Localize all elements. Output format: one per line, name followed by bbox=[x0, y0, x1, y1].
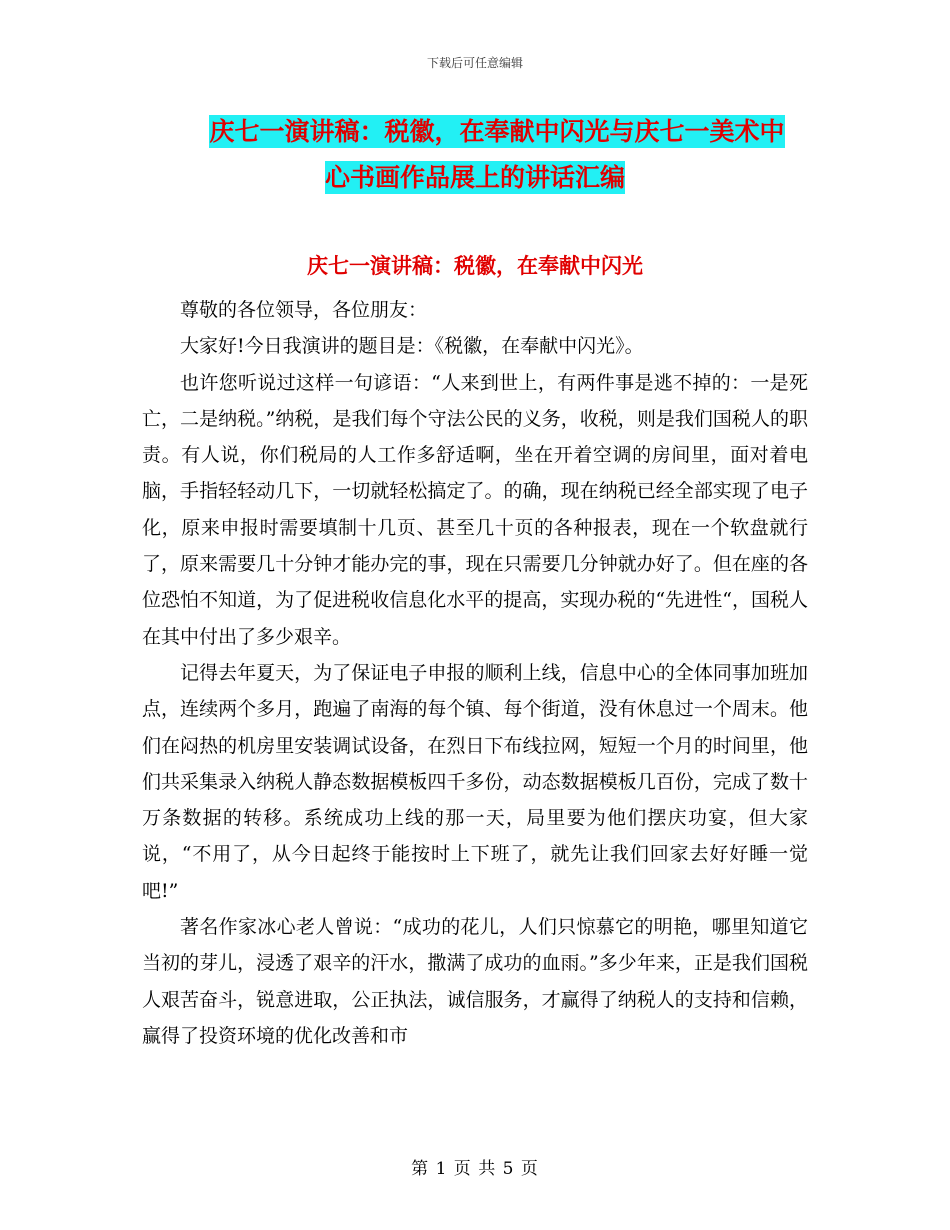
document-body bbox=[142, 292, 808, 1054]
paragraph-proverb: 也许您听说过这样一句谚语：“人来到世上，有两件事是逃不掉的：一是死亡，二是纳税。”纳税，是我们每个守法公民的义务，收税，则是我们国税人的职责。有人说，你们税局的人工作多舒适啊，坐在开着空调的房间里，面对着电脑，手指轻轻动几下，一切就轻松搞定了。的确，现在纳税已经全部实现了电子化，原来申报时需要填制十几页、甚至几十页的各种报表，现在一个软盘就行了，原来需要几十分钟才能办完的事，现在只需要几分钟就办好了。但在座的各位恐怕不知道，为了促进税收信息化水平的提高，实现办税的“先进性“，国税人在其中付出了多少艰辛。 bbox=[142, 371, 808, 648]
document-title-line-2 bbox=[0, 158, 950, 194]
paragraph-intro: 大家好!今日我演讲的题目是：《税徽，在奉献中闪光》。 bbox=[180, 335, 644, 358]
document-title-line-1 bbox=[22, 112, 950, 148]
header-note: 下载后可任意编辑 bbox=[426, 56, 523, 70]
document-title-text-1: 庆七一演讲稿：税徽，在奉献中闪光与庆七一美术中 bbox=[209, 117, 785, 146]
paragraph-greeting: 尊敬的各位领导，各位朋友： bbox=[180, 299, 428, 321]
paragraph-last-summer: 记得去年夏天，为了保证电子申报的顺利上线，信息中心的全体同事加班加点，连续两个多月，跑遍了南海的每个镇、每个街道，没有休息过一个周末。他们在闷热的机房里安装调试设备，在烈日下布线拉网，短短一个月的时间里，他们共采集录入纳税人静态数据模板四千多份，动态数据模板几百份，完成了数十万条数据的转移。系统成功上线的那一天，局里要为他们摆庆功宴，但大家说，“不用了，从今日起终于能按时上下班了，就先让我们回家去好好睡一觉吧!” bbox=[142, 661, 808, 902]
page-number-footer: 第 1 页 共 5 页 bbox=[411, 1159, 539, 1179]
document-title-text-2: 心书画作品展上的讲话汇编 bbox=[324, 163, 625, 192]
section-title: 庆七一演讲稿：税徽，在奉献中闪光 bbox=[307, 253, 643, 278]
paragraph-bingxin-quote: 著名作家冰心老人曾说：“成功的花儿，人们只惊慕它的明艳，哪里知道它当初的芽儿，浸透了艰辛的汗水，撒满了成功的血雨。”多少年来，正是我们国税人艰苦奋斗，锐意进取，公正执法，诚信服务，才赢得了纳税人的支持和信赖，赢得了投资环境的优化改善和市 bbox=[142, 916, 808, 1047]
